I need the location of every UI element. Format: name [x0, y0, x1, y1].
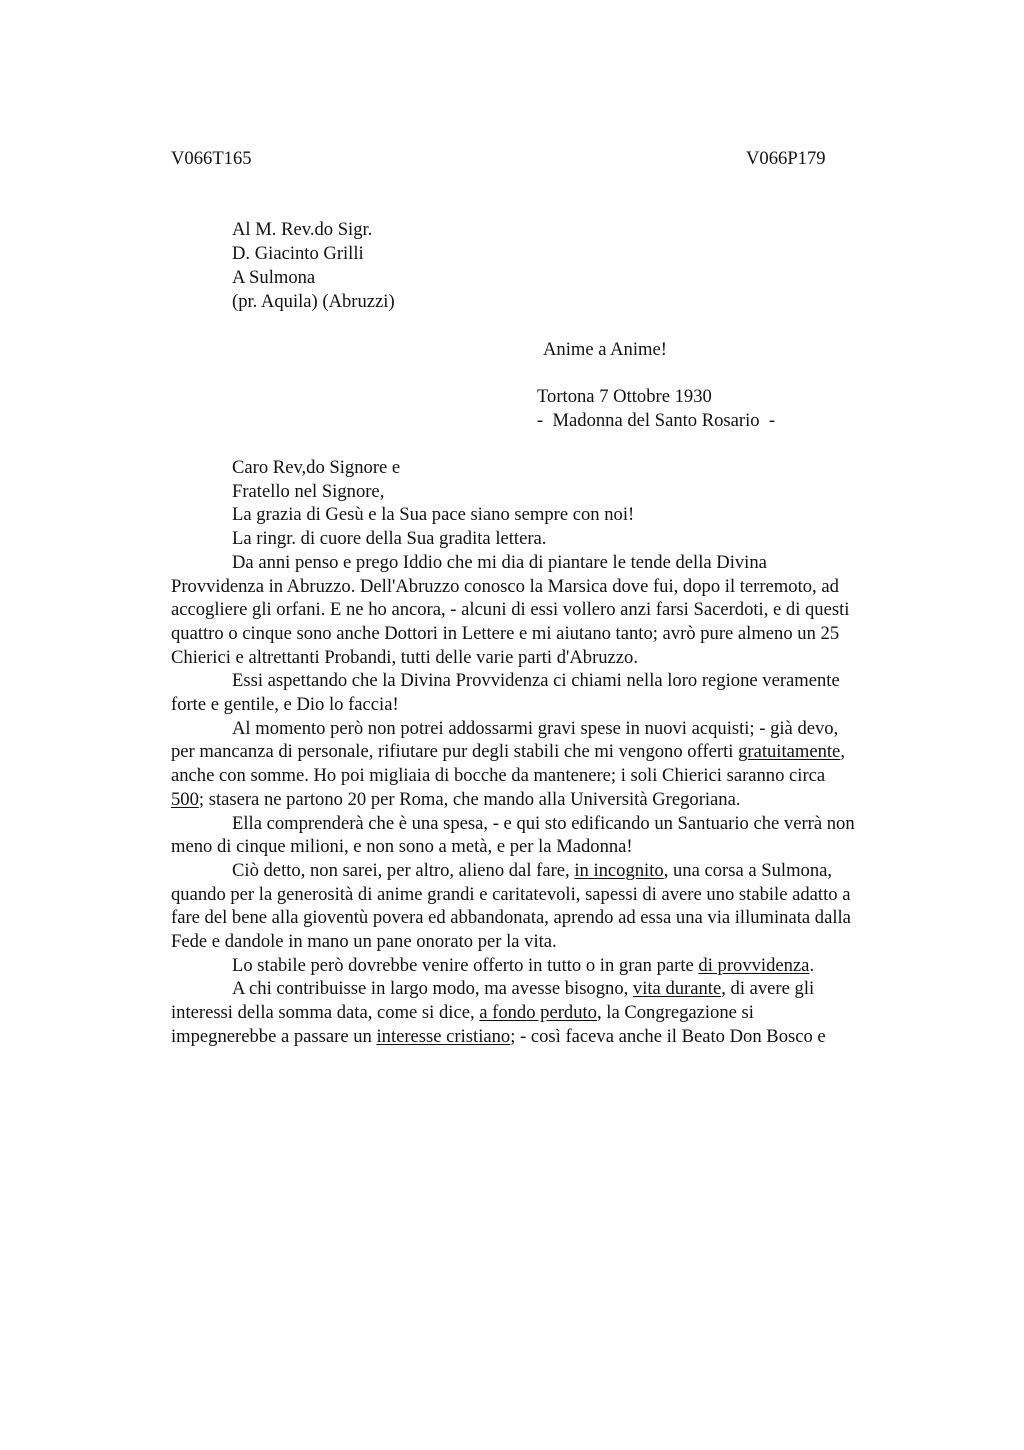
- paragraph-line: [171, 740, 931, 764]
- paragraph-line: [171, 788, 931, 812]
- text-run: , la Congregazione si: [596, 1002, 754, 1024]
- paragraph-line: Da anni penso e prego Iddio che mi dia di piantare le tende della Divina: [232, 551, 767, 573]
- paragraph-line: [171, 977, 931, 1001]
- text-run: ; stasera ne partono 20 per Roma, che mando alla Università Gregoriana.: [198, 788, 741, 810]
- text-run: , di avere gli: [721, 978, 815, 1000]
- paragraph-line: [171, 859, 931, 883]
- feast-day: - Madonna del Santo Rosario -: [537, 410, 776, 431]
- paragraph-line: Essi aspettando che la Divina Provvidenza ci chiami nella loro regione veramente: [232, 670, 840, 692]
- paragraph-line: Provvidenza in Abruzzo. Dell'Abruzzo conosco la Marsica dove fui, dopo il terremoto, ad: [171, 575, 839, 597]
- place-date: Tortona 7 Ottobre 1930: [537, 386, 712, 407]
- motto: Anime a Anime!: [543, 339, 667, 360]
- text-run: per mancanza di personale, rifiutare pur degli stabili che mi vengono offerti: [171, 741, 739, 763]
- address-line: (pr. Aquila) (Abruzzi): [232, 291, 395, 312]
- underlined-text: gratuitamente: [738, 741, 841, 763]
- archive-code-left: V066T165: [171, 148, 252, 169]
- text-run: impegnerebbe a passare un: [171, 1025, 377, 1047]
- underlined-text: a fondo perduto: [479, 1002, 597, 1024]
- text-run: .: [809, 954, 815, 976]
- paragraph-line: fare del bene alla gioventù povera ed abbandonata, aprendo ad essa una via illuminata dalla: [171, 907, 851, 929]
- paragraph-line: Fede e dandole in mano un pane onorato per la vita.: [171, 931, 557, 953]
- paragraph-line: quattro o cinque sono anche Dottori in Lettere e mi aiutano tanto; avrò pure almeno un 25: [171, 622, 840, 644]
- text-run: Ciò detto, non sarei, per altro, alieno dal fare,: [232, 859, 575, 881]
- paragraph-line: anche con somme. Ho poi migliaia di bocche da mantenere; i soli Chierici saranno circa: [171, 765, 826, 787]
- thanks-line: La ringr. di cuore della Sua gradita lettera.: [232, 528, 547, 550]
- salutation-line: Fratello nel Signore,: [232, 480, 385, 502]
- paragraph-line: [171, 954, 931, 978]
- text-run: Lo stabile però dovrebbe venire offerto in tutto o in gran parte: [232, 954, 699, 976]
- archive-code-right: V066P179: [746, 148, 826, 169]
- underlined-text: 500: [171, 788, 199, 810]
- text-run: ,: [840, 741, 845, 763]
- underlined-text: vita durante: [632, 978, 722, 1000]
- paragraph-line: meno di cinque milioni, e non sono a metà, e per la Madonna!: [171, 836, 633, 858]
- text-run: interessi della somma data, come si dice,: [171, 1002, 480, 1024]
- paragraph-line: accogliere gli orfani. E ne ho ancora, - alcuni di essi vollero anzi farsi Sacerdoti, e di questi: [171, 599, 850, 621]
- paragraph-line: Ella comprenderà che è una spesa, - e qui sto edificando un Santuario che verrà non: [232, 812, 855, 834]
- underlined-text: di provvidenza: [698, 954, 810, 976]
- address-line: Al M. Rev.do Sigr.: [232, 219, 373, 240]
- paragraph-line: quando per la generosità di anime grandi e caritatevoli, sapessi di avere uno stabile adatto a: [171, 883, 851, 905]
- date-block: [537, 385, 775, 433]
- text-run: ; - così faceva anche il Beato Don Bosco e: [510, 1025, 826, 1047]
- greeting-line: La grazia di Gesù e la Sua pace siano sempre con noi!: [232, 504, 635, 526]
- paragraph-line: Al momento però non potrei addossarmi gravi spese in nuovi acquisti; - già devo,: [232, 717, 839, 739]
- paragraph-line: Chierici e altrettanti Probandi, tutti delle varie parti d'Abruzzo.: [171, 646, 639, 668]
- paragraph-line: [171, 1001, 931, 1025]
- address-line: D. Giacinto Grilli: [232, 243, 364, 264]
- text-run: , una corsa a Sulmona,: [663, 859, 833, 881]
- salutation-line: Caro Rev,do Signore e: [232, 457, 401, 478]
- paragraph-line: [171, 1025, 931, 1049]
- letter-body: [171, 456, 931, 1049]
- underlined-text: in incognito: [574, 859, 664, 881]
- recipient-address: [232, 218, 395, 314]
- text-run: A chi contribuisse in largo modo, ma avesse bisogno,: [232, 978, 633, 1000]
- paragraph-line: forte e gentile, e Dio lo faccia!: [171, 694, 399, 716]
- address-line: A Sulmona: [232, 267, 316, 288]
- underlined-text: interesse cristiano: [376, 1025, 511, 1047]
